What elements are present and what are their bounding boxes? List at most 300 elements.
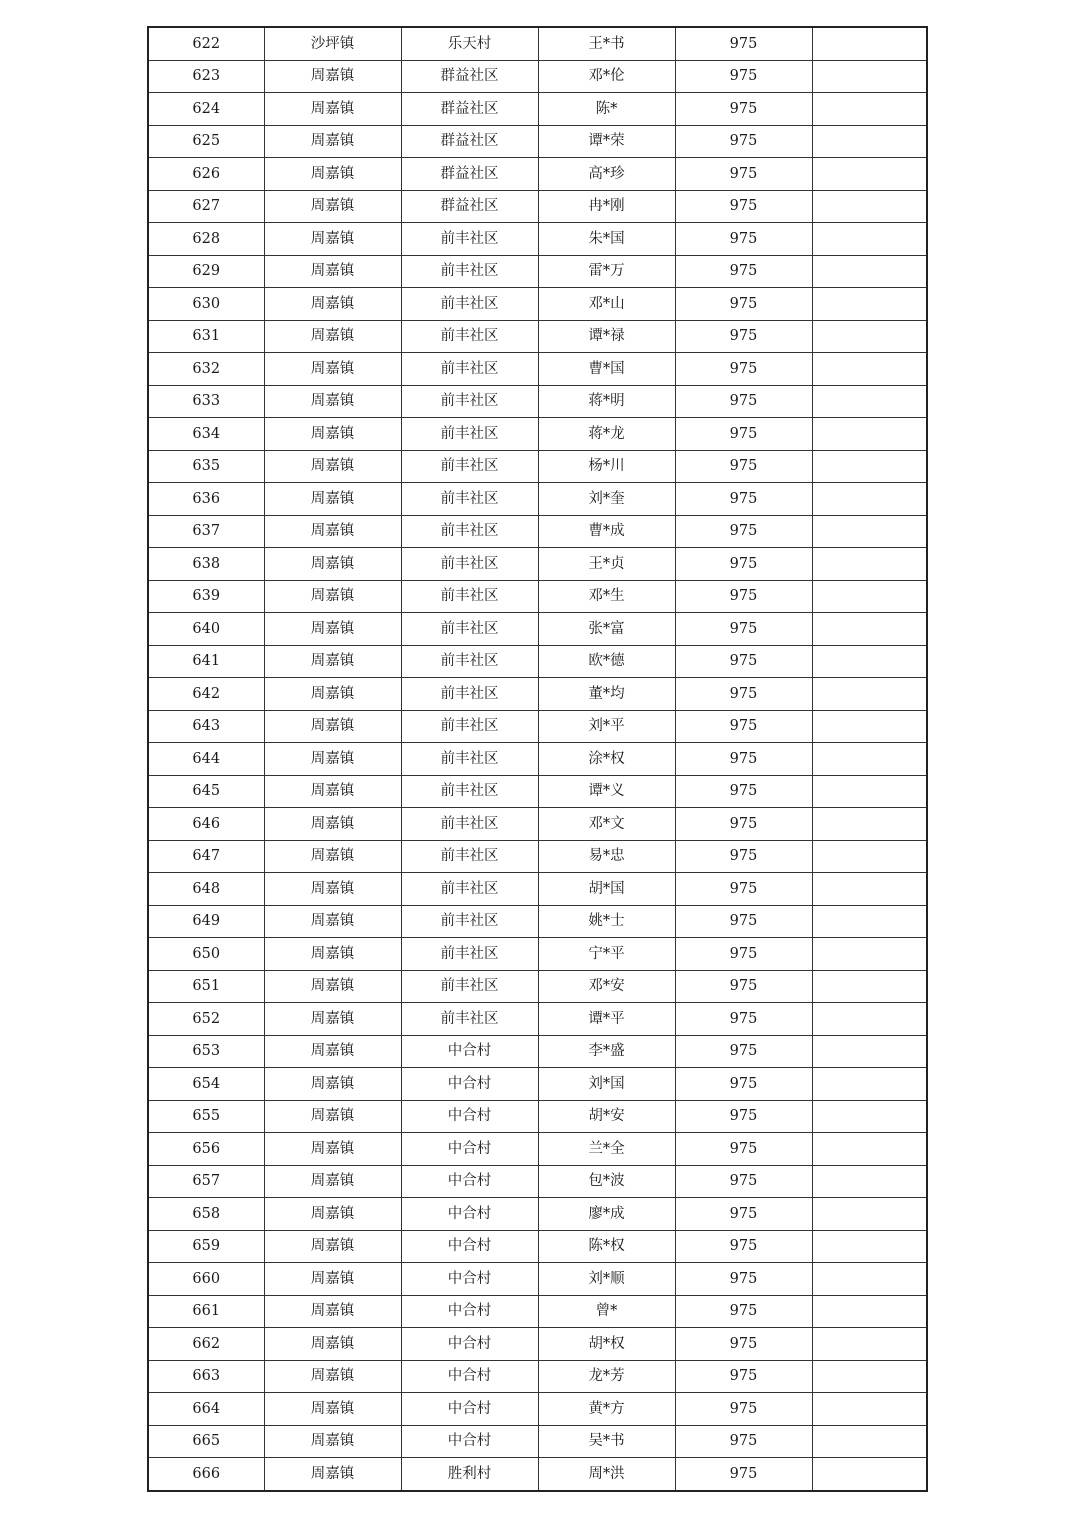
name-cell: 宁*平 [538,938,675,971]
village-cell: 前丰社区 [401,840,538,873]
row-number-cell: 628 [148,223,264,256]
note-cell [812,483,927,516]
note-cell [812,255,927,288]
table-row [148,808,927,841]
name-cell: 杨*川 [538,450,675,483]
note-cell [812,320,927,353]
row-number-cell: 647 [148,840,264,873]
name-cell: 姚*士 [538,905,675,938]
document-page [147,26,926,1492]
village-cell: 前丰社区 [401,450,538,483]
table-row [148,320,927,353]
row-number-cell: 649 [148,905,264,938]
amount-cell: 975 [675,1425,812,1458]
amount-cell: 975 [675,743,812,776]
note-cell [812,1100,927,1133]
note-cell [812,743,927,776]
note-cell [812,1003,927,1036]
town-cell: 周嘉镇 [264,580,401,613]
row-number-cell: 638 [148,548,264,581]
table-row [148,1328,927,1361]
note-cell [812,1198,927,1231]
village-cell: 胜利村 [401,1458,538,1491]
amount-cell: 975 [675,1198,812,1231]
row-number-cell: 623 [148,60,264,93]
table-row [148,580,927,613]
village-cell: 中合村 [401,1295,538,1328]
note-cell [812,450,927,483]
table-row [148,1295,927,1328]
note-cell [812,905,927,938]
village-cell: 群益社区 [401,190,538,223]
row-number-cell: 644 [148,743,264,776]
village-cell: 中合村 [401,1165,538,1198]
row-number-cell: 622 [148,27,264,60]
name-cell: 刘*奎 [538,483,675,516]
amount-cell: 975 [675,808,812,841]
name-cell: 邓*安 [538,970,675,1003]
note-cell [812,1328,927,1361]
row-number-cell: 642 [148,678,264,711]
name-cell: 陈* [538,93,675,126]
row-number-cell: 658 [148,1198,264,1231]
row-number-cell: 651 [148,970,264,1003]
village-cell: 前丰社区 [401,483,538,516]
village-cell: 前丰社区 [401,1003,538,1036]
note-cell [812,873,927,906]
row-number-cell: 646 [148,808,264,841]
town-cell: 周嘉镇 [264,1035,401,1068]
village-cell: 前丰社区 [401,645,538,678]
town-cell: 周嘉镇 [264,1425,401,1458]
village-cell: 前丰社区 [401,905,538,938]
note-cell [812,27,927,60]
table-row [148,1198,927,1231]
table-row [148,1458,927,1491]
name-cell: 邓*伦 [538,60,675,93]
name-cell: 谭*平 [538,1003,675,1036]
row-number-cell: 657 [148,1165,264,1198]
amount-cell: 975 [675,1100,812,1133]
village-cell: 中合村 [401,1393,538,1426]
row-number-cell: 633 [148,385,264,418]
row-number-cell: 655 [148,1100,264,1133]
name-cell: 朱*国 [538,223,675,256]
table-row [148,678,927,711]
amount-cell: 975 [675,255,812,288]
name-cell: 胡*安 [538,1100,675,1133]
village-cell: 中合村 [401,1230,538,1263]
name-cell: 刘*顺 [538,1263,675,1296]
town-cell: 周嘉镇 [264,418,401,451]
town-cell: 周嘉镇 [264,1068,401,1101]
name-cell: 兰*全 [538,1133,675,1166]
table-row [148,385,927,418]
name-cell: 刘*平 [538,710,675,743]
row-number-cell: 643 [148,710,264,743]
town-cell: 周嘉镇 [264,158,401,191]
town-cell: 周嘉镇 [264,450,401,483]
town-cell: 周嘉镇 [264,1263,401,1296]
village-cell: 前丰社区 [401,938,538,971]
amount-cell: 975 [675,60,812,93]
amount-cell: 975 [675,1003,812,1036]
amount-cell: 975 [675,1393,812,1426]
name-cell: 谭*禄 [538,320,675,353]
town-cell: 周嘉镇 [264,288,401,321]
note-cell [812,840,927,873]
table-row [148,1003,927,1036]
table-row [148,1165,927,1198]
town-cell: 周嘉镇 [264,873,401,906]
row-number-cell: 664 [148,1393,264,1426]
village-cell: 前丰社区 [401,808,538,841]
amount-cell: 975 [675,223,812,256]
note-cell [812,125,927,158]
amount-cell: 975 [675,840,812,873]
village-cell: 前丰社区 [401,385,538,418]
table-row [148,1068,927,1101]
town-cell: 周嘉镇 [264,1100,401,1133]
amount-cell: 975 [675,1295,812,1328]
amount-cell: 975 [675,93,812,126]
amount-cell: 975 [675,1230,812,1263]
name-cell: 王*书 [538,27,675,60]
table-row [148,840,927,873]
note-cell [812,1230,927,1263]
village-cell: 前丰社区 [401,678,538,711]
name-cell: 李*盛 [538,1035,675,1068]
village-cell: 中合村 [401,1035,538,1068]
row-number-cell: 665 [148,1425,264,1458]
town-cell: 周嘉镇 [264,93,401,126]
table-row [148,1230,927,1263]
note-cell [812,1165,927,1198]
town-cell: 周嘉镇 [264,743,401,776]
row-number-cell: 662 [148,1328,264,1361]
village-cell: 前丰社区 [401,873,538,906]
village-cell: 中合村 [401,1100,538,1133]
village-cell: 前丰社区 [401,320,538,353]
note-cell [812,93,927,126]
village-cell: 中合村 [401,1133,538,1166]
name-cell: 雷*万 [538,255,675,288]
row-number-cell: 630 [148,288,264,321]
town-cell: 周嘉镇 [264,840,401,873]
note-cell [812,775,927,808]
row-number-cell: 632 [148,353,264,386]
note-cell [812,970,927,1003]
table-row [148,1263,927,1296]
table-row [148,613,927,646]
note-cell [812,580,927,613]
amount-cell: 975 [675,1263,812,1296]
name-cell: 刘*国 [538,1068,675,1101]
town-cell: 周嘉镇 [264,255,401,288]
table-row [148,27,927,60]
note-cell [812,1133,927,1166]
amount-cell: 975 [675,320,812,353]
town-cell: 周嘉镇 [264,1133,401,1166]
table-row [148,288,927,321]
table-row [148,515,927,548]
amount-cell: 975 [675,613,812,646]
note-cell [812,288,927,321]
town-cell: 周嘉镇 [264,1360,401,1393]
table-row [148,353,927,386]
town-cell: 周嘉镇 [264,515,401,548]
row-number-cell: 640 [148,613,264,646]
table-row [148,548,927,581]
village-cell: 前丰社区 [401,255,538,288]
amount-cell: 975 [675,190,812,223]
village-cell: 中合村 [401,1360,538,1393]
village-cell: 中合村 [401,1263,538,1296]
village-cell: 群益社区 [401,60,538,93]
town-cell: 周嘉镇 [264,1393,401,1426]
note-cell [812,1393,927,1426]
town-cell: 周嘉镇 [264,60,401,93]
note-cell [812,1458,927,1491]
amount-cell: 975 [675,450,812,483]
name-cell: 邓*文 [538,808,675,841]
amount-cell: 975 [675,353,812,386]
note-cell [812,60,927,93]
name-cell: 曾* [538,1295,675,1328]
amount-cell: 975 [675,938,812,971]
row-number-cell: 625 [148,125,264,158]
name-cell: 蒋*龙 [538,418,675,451]
village-cell: 中合村 [401,1198,538,1231]
note-cell [812,645,927,678]
row-number-cell: 663 [148,1360,264,1393]
name-cell: 胡*权 [538,1328,675,1361]
amount-cell: 975 [675,125,812,158]
town-cell: 周嘉镇 [264,775,401,808]
roster-table [147,26,928,1492]
town-cell: 周嘉镇 [264,1295,401,1328]
table-row [148,970,927,1003]
table-row [148,1035,927,1068]
row-number-cell: 639 [148,580,264,613]
note-cell [812,385,927,418]
village-cell: 前丰社区 [401,743,538,776]
table-row [148,743,927,776]
note-cell [812,938,927,971]
town-cell: 周嘉镇 [264,223,401,256]
amount-cell: 975 [675,710,812,743]
town-cell: 周嘉镇 [264,1003,401,1036]
village-cell: 前丰社区 [401,548,538,581]
row-number-cell: 654 [148,1068,264,1101]
village-cell: 前丰社区 [401,775,538,808]
table-row [148,775,927,808]
table-row [148,158,927,191]
amount-cell: 975 [675,1133,812,1166]
amount-cell: 975 [675,905,812,938]
table-row [148,223,927,256]
town-cell: 周嘉镇 [264,1328,401,1361]
name-cell: 吴*书 [538,1425,675,1458]
name-cell: 邓*山 [538,288,675,321]
note-cell [812,353,927,386]
amount-cell: 975 [675,1458,812,1491]
row-number-cell: 653 [148,1035,264,1068]
note-cell [812,190,927,223]
amount-cell: 975 [675,483,812,516]
name-cell: 龙*芳 [538,1360,675,1393]
table-row [148,873,927,906]
row-number-cell: 659 [148,1230,264,1263]
village-cell: 前丰社区 [401,580,538,613]
amount-cell: 975 [675,1165,812,1198]
row-number-cell: 660 [148,1263,264,1296]
note-cell [812,158,927,191]
row-number-cell: 626 [148,158,264,191]
table-row [148,93,927,126]
note-cell [812,808,927,841]
village-cell: 群益社区 [401,93,538,126]
amount-cell: 975 [675,1328,812,1361]
town-cell: 周嘉镇 [264,548,401,581]
name-cell: 涂*权 [538,743,675,776]
town-cell: 周嘉镇 [264,613,401,646]
amount-cell: 975 [675,775,812,808]
name-cell: 包*波 [538,1165,675,1198]
village-cell: 群益社区 [401,158,538,191]
row-number-cell: 656 [148,1133,264,1166]
note-cell [812,515,927,548]
village-cell: 群益社区 [401,125,538,158]
table-row [148,1100,927,1133]
note-cell [812,1425,927,1458]
town-cell: 周嘉镇 [264,320,401,353]
village-cell: 前丰社区 [401,970,538,1003]
town-cell: 周嘉镇 [264,1458,401,1491]
village-cell: 前丰社区 [401,710,538,743]
town-cell: 周嘉镇 [264,1198,401,1231]
amount-cell: 975 [675,418,812,451]
town-cell: 周嘉镇 [264,645,401,678]
name-cell: 黄*方 [538,1393,675,1426]
amount-cell: 975 [675,158,812,191]
table-row [148,710,927,743]
table-row [148,905,927,938]
amount-cell: 975 [675,1035,812,1068]
table-row [148,645,927,678]
village-cell: 前丰社区 [401,353,538,386]
name-cell: 谭*荣 [538,125,675,158]
town-cell: 周嘉镇 [264,125,401,158]
name-cell: 曹*成 [538,515,675,548]
name-cell: 张*富 [538,613,675,646]
row-number-cell: 634 [148,418,264,451]
village-cell: 前丰社区 [401,288,538,321]
name-cell: 欧*德 [538,645,675,678]
name-cell: 董*均 [538,678,675,711]
town-cell: 周嘉镇 [264,808,401,841]
row-number-cell: 636 [148,483,264,516]
row-number-cell: 629 [148,255,264,288]
row-number-cell: 645 [148,775,264,808]
note-cell [812,710,927,743]
name-cell: 周*洪 [538,1458,675,1491]
note-cell [812,1360,927,1393]
town-cell: 周嘉镇 [264,970,401,1003]
table-row [148,1393,927,1426]
row-number-cell: 631 [148,320,264,353]
amount-cell: 975 [675,515,812,548]
row-number-cell: 624 [148,93,264,126]
town-cell: 周嘉镇 [264,483,401,516]
note-cell [812,678,927,711]
amount-cell: 975 [675,27,812,60]
note-cell [812,1263,927,1296]
town-cell: 周嘉镇 [264,190,401,223]
town-cell: 周嘉镇 [264,385,401,418]
amount-cell: 975 [675,580,812,613]
village-cell: 前丰社区 [401,223,538,256]
town-cell: 周嘉镇 [264,678,401,711]
village-cell: 中合村 [401,1425,538,1458]
table-row [148,60,927,93]
name-cell: 陈*权 [538,1230,675,1263]
table-row [148,1425,927,1458]
amount-cell: 975 [675,970,812,1003]
note-cell [812,613,927,646]
row-number-cell: 650 [148,938,264,971]
town-cell: 周嘉镇 [264,710,401,743]
name-cell: 曹*国 [538,353,675,386]
amount-cell: 975 [675,645,812,678]
amount-cell: 975 [675,548,812,581]
row-number-cell: 627 [148,190,264,223]
note-cell [812,418,927,451]
amount-cell: 975 [675,1360,812,1393]
town-cell: 周嘉镇 [264,353,401,386]
table-row [148,450,927,483]
row-number-cell: 641 [148,645,264,678]
row-number-cell: 635 [148,450,264,483]
note-cell [812,1068,927,1101]
name-cell: 廖*成 [538,1198,675,1231]
roster-table-body [148,27,927,1491]
table-row [148,1360,927,1393]
town-cell: 周嘉镇 [264,1230,401,1263]
row-number-cell: 637 [148,515,264,548]
row-number-cell: 648 [148,873,264,906]
table-row [148,483,927,516]
amount-cell: 975 [675,288,812,321]
name-cell: 王*贞 [538,548,675,581]
amount-cell: 975 [675,873,812,906]
village-cell: 中合村 [401,1328,538,1361]
table-row [148,125,927,158]
note-cell [812,223,927,256]
name-cell: 高*珍 [538,158,675,191]
name-cell: 邓*生 [538,580,675,613]
note-cell [812,1295,927,1328]
note-cell [812,1035,927,1068]
table-row [148,190,927,223]
name-cell: 蒋*明 [538,385,675,418]
table-row [148,255,927,288]
name-cell: 易*忠 [538,840,675,873]
village-cell: 前丰社区 [401,515,538,548]
village-cell: 前丰社区 [401,613,538,646]
village-cell: 中合村 [401,1068,538,1101]
row-number-cell: 661 [148,1295,264,1328]
